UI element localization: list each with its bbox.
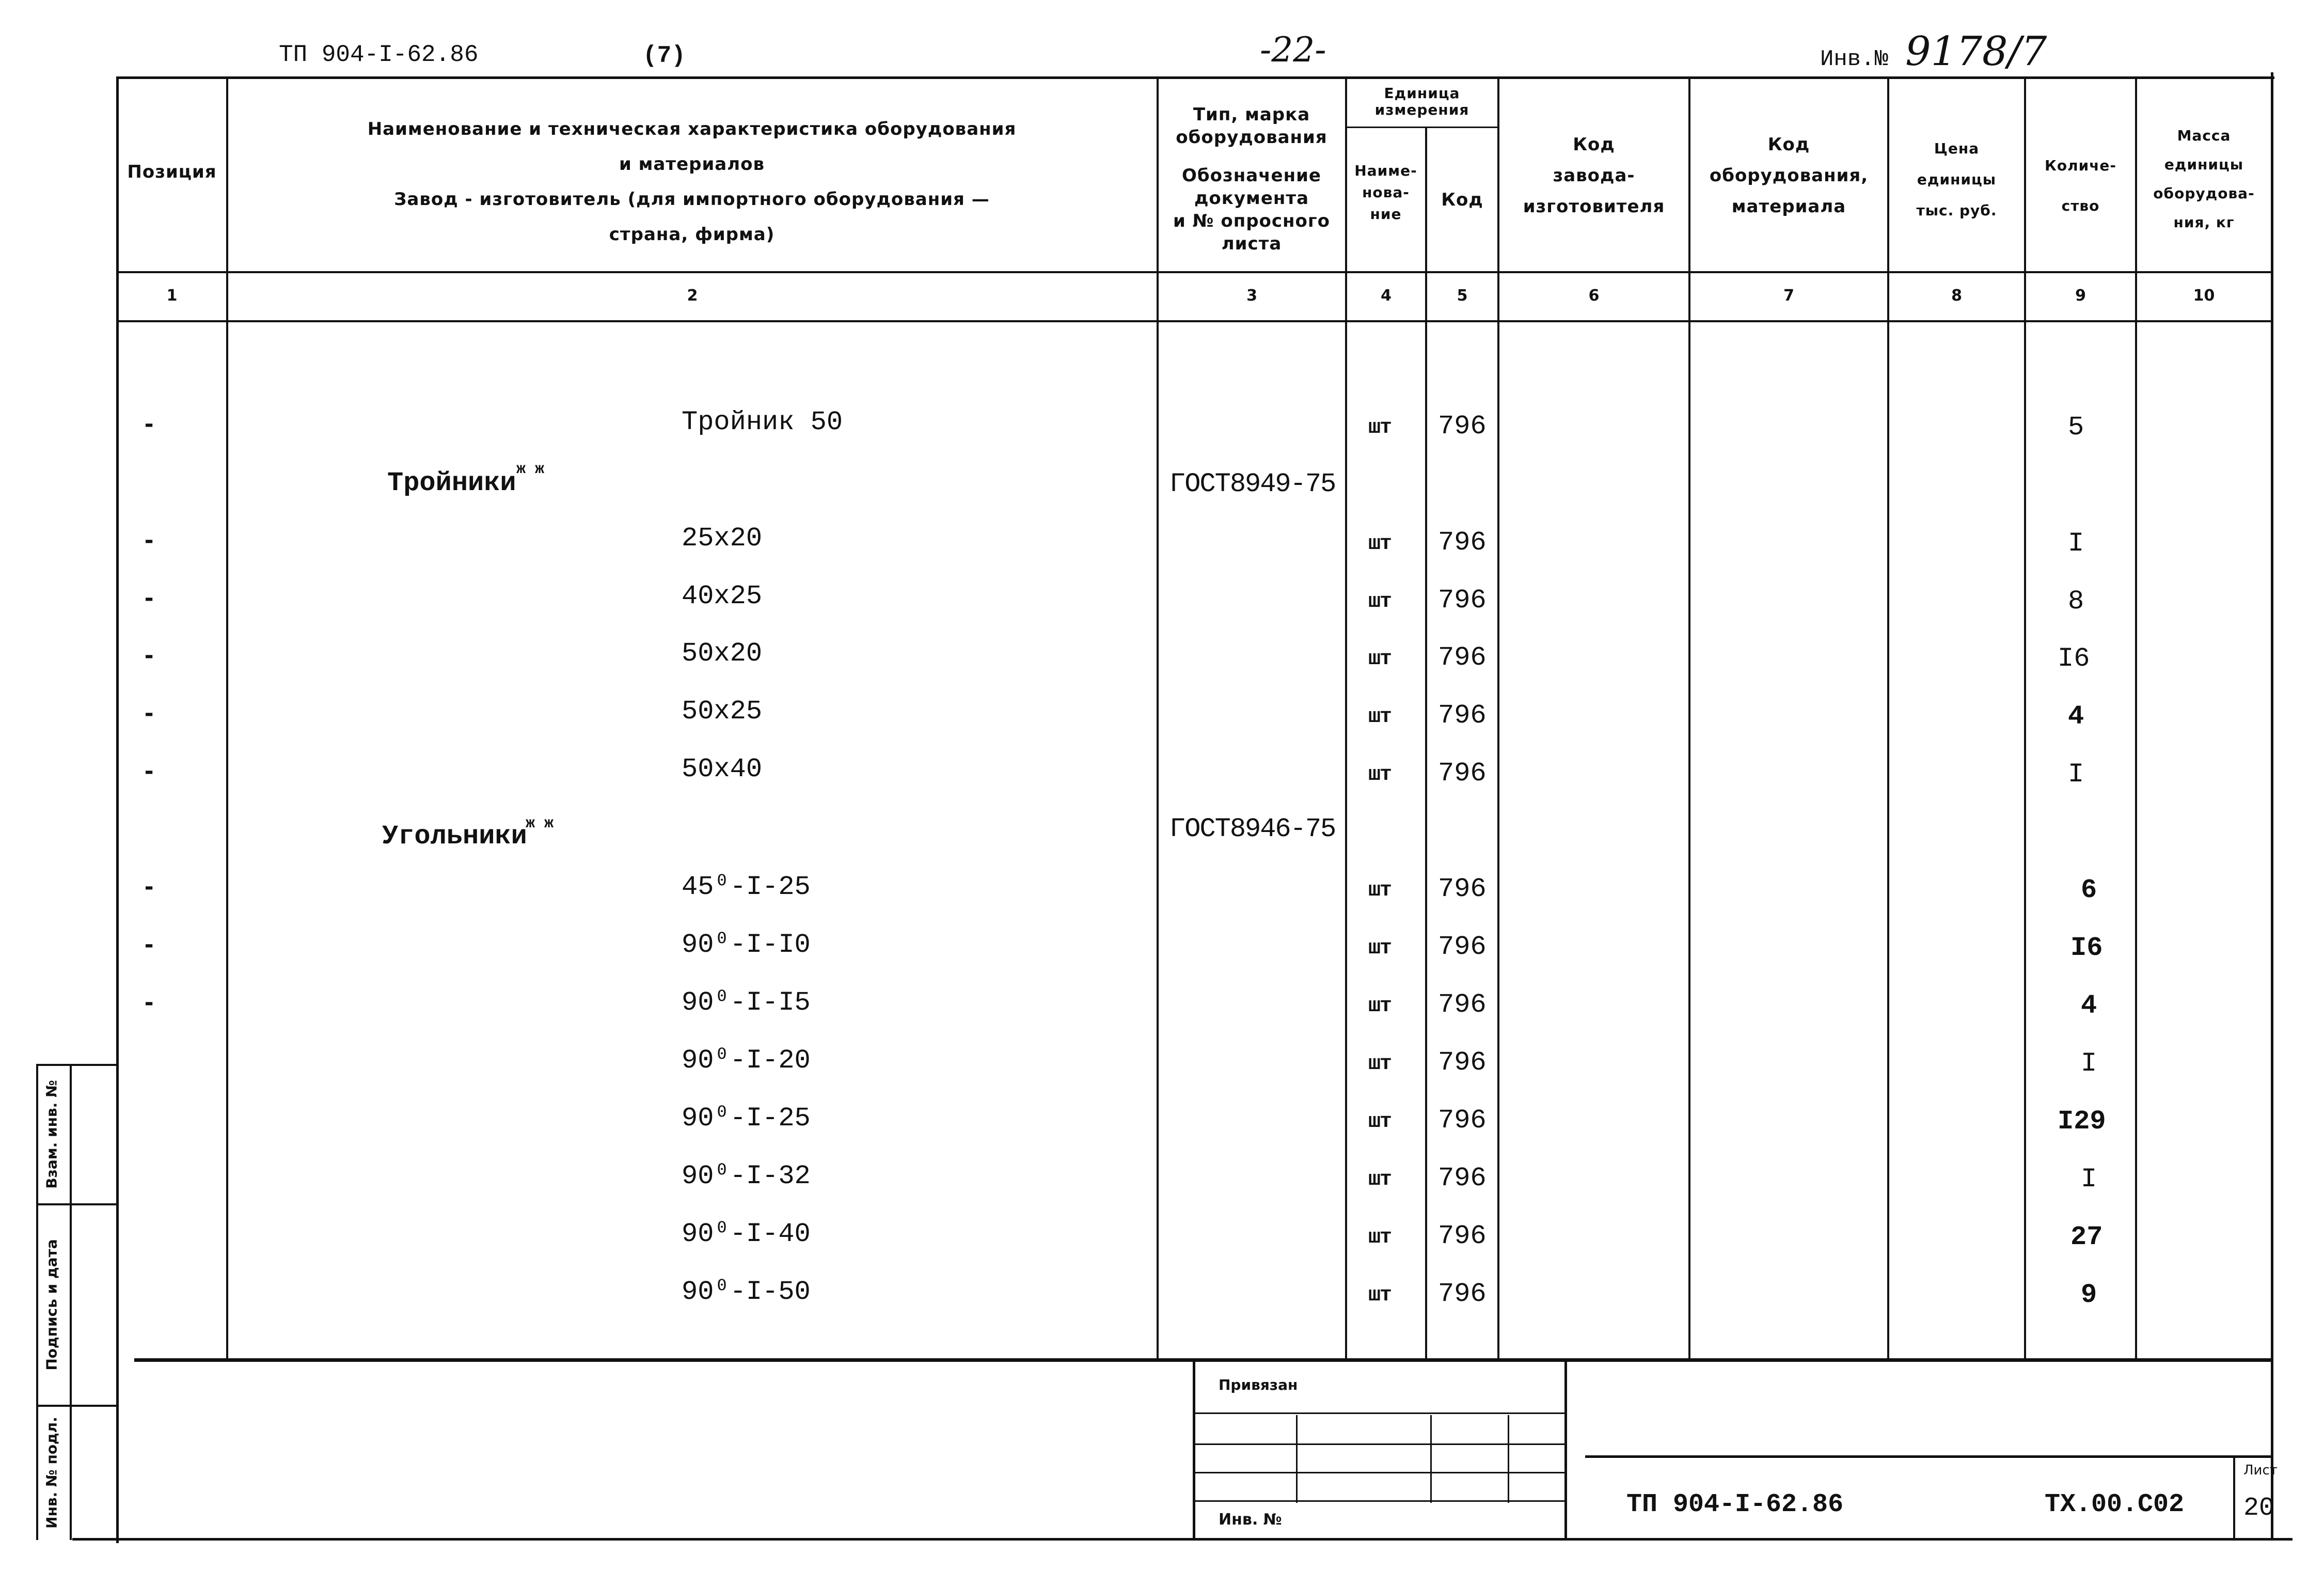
- quantity-cell: I29: [2058, 1106, 2106, 1137]
- column-number-4: 4: [1381, 287, 1392, 305]
- unit-code-cell: 796: [1438, 1279, 1487, 1309]
- quantity-cell: I6: [2058, 643, 2090, 674]
- unit-cell: шт: [1368, 1168, 1392, 1191]
- column-number-1: 1: [166, 287, 178, 305]
- quantity-cell: 8: [2068, 586, 2084, 617]
- unit-code-cell: 796: [1438, 527, 1487, 558]
- item-name: 90⁰-I-32: [682, 1161, 811, 1191]
- header-type: Тип, марка оборудования Обозначение документа и № опросного листа: [1173, 104, 1331, 254]
- unit-code-cell: 796: [1438, 585, 1487, 616]
- unit-code-cell: 796: [1438, 990, 1487, 1020]
- header-equipment-code: Код оборудования, материала: [1709, 134, 1869, 217]
- header-unit-group: Единица измерения: [1374, 85, 1469, 118]
- column-number-10: 10: [2193, 287, 2215, 305]
- unit-code-cell: 796: [1438, 1105, 1487, 1136]
- title-sheet-code: ТХ.00.С02: [2045, 1490, 2185, 1519]
- position-cell: -: [145, 929, 154, 959]
- unit-code-cell: 796: [1438, 758, 1487, 789]
- unit-code-cell: 796: [1438, 1047, 1487, 1078]
- quantity-cell: 9: [2081, 1280, 2097, 1310]
- position-cell: -: [145, 871, 154, 901]
- position-cell: -: [145, 987, 154, 1017]
- unit-code-cell: 796: [1438, 932, 1487, 962]
- stamp-replacement-inv: Взам. инв. №: [43, 1080, 60, 1189]
- unit-code-cell: 796: [1438, 1221, 1487, 1251]
- column-number-5: 5: [1457, 287, 1468, 305]
- position-cell: -: [145, 525, 154, 555]
- header-quantity: Количе- ство: [2044, 157, 2117, 214]
- doc-cell: ГОСТ8946-75: [1169, 814, 1336, 844]
- item-name: 50х20: [682, 638, 763, 669]
- unit-cell: шт: [1368, 648, 1392, 671]
- doc-code-header: ТП 904-I-62.86: [279, 41, 479, 68]
- column-number-7: 7: [1783, 287, 1794, 305]
- header-plant-code: Код завода- изготовителя: [1523, 134, 1665, 217]
- quantity-cell: I: [2081, 1048, 2097, 1079]
- inventory-number: 9178/7: [1905, 28, 2047, 75]
- position-cell: -: [145, 640, 154, 670]
- unit-cell: шт: [1368, 532, 1392, 556]
- part-number: (7): [643, 42, 686, 69]
- inventory-label: Инв.№: [1820, 46, 1889, 72]
- unit-code-cell: 796: [1438, 642, 1487, 673]
- unit-cell: шт: [1368, 879, 1392, 902]
- item-name: 90⁰-I-I0: [682, 930, 811, 960]
- unit-code-cell: 796: [1438, 411, 1487, 442]
- quantity-cell: 4: [2081, 991, 2097, 1021]
- unit-cell: шт: [1368, 763, 1392, 787]
- position-cell: -: [145, 698, 154, 728]
- header-mass: Масса единицы оборудова- ния, кг: [2153, 127, 2255, 231]
- title-sheet-number: 20: [2243, 1494, 2275, 1523]
- header-position: Позиция: [127, 162, 217, 182]
- quantity-cell: I: [2068, 759, 2084, 790]
- column-number-6: 6: [1588, 287, 1600, 305]
- title-doc-code: ТП 904-I-62.86: [1626, 1490, 1844, 1519]
- group-name: Тройники: [387, 468, 516, 498]
- quantity-cell: 6: [2081, 875, 2097, 905]
- unit-cell: шт: [1368, 937, 1392, 960]
- column-number-9: 9: [2075, 287, 2086, 305]
- group-mark: ж ж: [526, 815, 554, 833]
- title-inv-label: Инв. №: [1219, 1511, 1282, 1529]
- title-sheet-label: Лист: [2243, 1463, 2278, 1478]
- unit-cell: шт: [1368, 1053, 1392, 1076]
- item-name: 90⁰-I-I5: [682, 987, 811, 1018]
- quantity-cell: I: [2081, 1164, 2097, 1195]
- quantity-cell: 4: [2068, 701, 2084, 732]
- quantity-cell: I6: [2070, 933, 2103, 963]
- item-name: 40х25: [682, 581, 763, 611]
- column-number-3: 3: [1246, 287, 1257, 305]
- stamp-original-inv: Инв. № подл.: [43, 1417, 60, 1529]
- unit-cell: шт: [1368, 1226, 1392, 1249]
- group-name: Угольники: [382, 821, 527, 852]
- header-price: Цена единицы тыс. руб.: [1916, 140, 1997, 219]
- quantity-cell: 27: [2070, 1222, 2103, 1252]
- item-name: 25х20: [682, 523, 763, 554]
- column-number-2: 2: [687, 287, 698, 305]
- header-name: Наименование и техническая характеристика оборудования и материалов Завод - изготовитель (для импортного оборудования — страна, фирма): [367, 119, 1017, 245]
- unit-cell: шт: [1368, 1110, 1392, 1134]
- column-number-8: 8: [1951, 287, 1962, 305]
- item-name: 90⁰-I-20: [682, 1045, 811, 1076]
- item-name: 50х40: [682, 754, 763, 784]
- header-unit-name: Наиме- нова- ние: [1354, 162, 1417, 223]
- header-unit-code: Код: [1441, 190, 1483, 210]
- quantity-cell: I: [2068, 528, 2084, 559]
- unit-cell: шт: [1368, 416, 1392, 439]
- position-cell: -: [145, 756, 154, 786]
- doc-cell: ГОСТ8949-75: [1169, 469, 1336, 499]
- item-name: Тройник 50: [682, 407, 843, 437]
- item-name: 90⁰-I-50: [682, 1277, 811, 1307]
- unit-code-cell: 796: [1438, 874, 1487, 904]
- position-cell: -: [145, 409, 154, 438]
- unit-cell: шт: [1368, 590, 1392, 614]
- item-name: 45⁰-I-25: [682, 872, 811, 902]
- unit-cell: шт: [1368, 1284, 1392, 1307]
- position-cell: -: [145, 583, 154, 613]
- unit-cell: шт: [1368, 705, 1392, 729]
- page-number: -22-: [1260, 30, 1326, 70]
- item-name: 90⁰-I-40: [682, 1219, 811, 1249]
- unit-cell: шт: [1368, 995, 1392, 1018]
- group-mark: ж ж: [516, 461, 545, 478]
- unit-code-cell: 796: [1438, 700, 1487, 731]
- item-name: 50х25: [682, 696, 763, 727]
- quantity-cell: 5: [2068, 412, 2084, 443]
- bound-label: Привязан: [1219, 1376, 1298, 1393]
- item-name: 90⁰-I-25: [682, 1103, 811, 1134]
- stamp-signature-date: Подпись и дата: [43, 1239, 60, 1371]
- unit-code-cell: 796: [1438, 1163, 1487, 1194]
